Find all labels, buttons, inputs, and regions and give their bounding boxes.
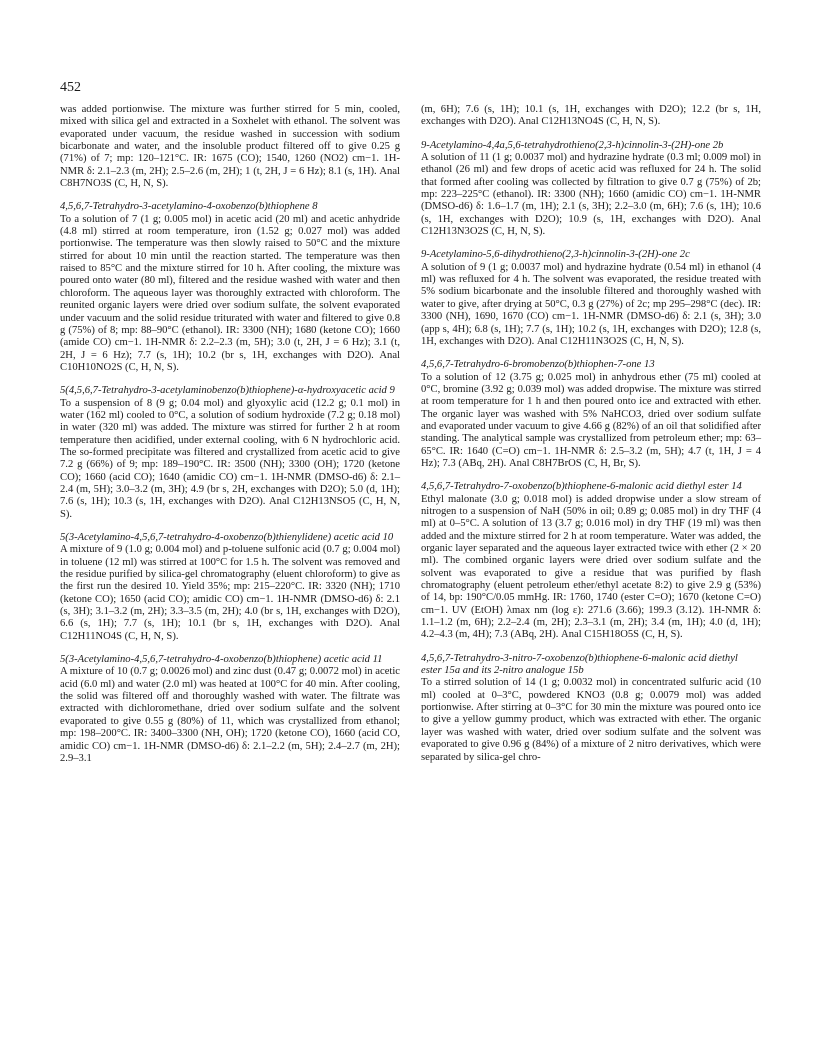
right-paragraph-6: To a solution of 12 (3.75 g; 0.025 mol) in anhydrous ether (75 ml) cooled at 0°C, bromine (3.92 g; 0.039 mol) was added dropwise. The mixture was stirred at room temperature for 1 h and then poured onto ice and extracted with ether. The organic layer was washed with 5% NaHCO3, dried over sodium sulfate and evaporated under vacuum to give 4.66 g (82%) of an oil that solidified after standing. The analytical sample was crystallized from petroleum ether; mp: 63–65°C. IR: 1640 (C=O) cm−1. 1H-NMR δ: 2.5–3.2 (m, 5H); 4.7 (t, 1H, J = 4 Hz); 7.3 (ABq, 2H). Anal C8H7BrOS (C, H, Br, S). — [421, 371, 761, 469]
right-paragraph-10: To a stirred solution of 14 (1 g; 0.0032 mol) in concentrated sulfuric acid (10 ml) cooled at 0–3°C, powdered KNO3 (0.8 g; 0.0079 mol) was added portionwise. After stirring at 0–3°C for 30 min the mixture was poured onto ice to give a yellow gummy product, which was extracted with ether. The organic layer was washed with water, dried over sodium sulfate and the solvent was evaporated to give 0.96 g (84%) of a mixture of 2 nitro derivatives, which were separated by silica-gel chro- — [421, 677, 761, 763]
left-paragraph-8: A mixture of 10 (0.7 g; 0.0026 mol) and zinc dust (0.47 g; 0.0072 mol) in acetic acid (6.0 ml) and water (2.0 ml) was heated at 100°C for 40 min. After cooling, the solid was filtered off and thoroughly washed with water. The filtrate was extracted with dichloromethane, dried over sodium sulfate and the solvent evaporated to give 0.55 g (80%) of 11, which was crystallized from ethanol; mp: 198–200°C. IR: 3400–3300 (NH, OH); 1720 (ketone CO), 1660 (acid CO, amidic CO) cm−1. 1H-NMR (DMSO-d6) δ: 2.1–2.2 (m, 5H); 2.4–2.7 (m, 2H); 2.9–3.1 — [60, 666, 400, 764]
right-heading-9: 4,5,6,7-Tetrahydro-3-nitro-7-oxobenzo(b)thiophene-6-malonic acid diethyl ester 15a and its 2-nitro analogue 15b — [421, 652, 738, 677]
left-heading-5: 5(3-Acetylamino-4,5,6,7-tetrahydro-4-oxobenzo(b)thienylidene) acetic acid 10 — [60, 532, 394, 543]
right-paragraph-0: (m, 6H); 7.6 (s, 1H); 10.1 (s, 1H, exchanges with D2O); 12.2 (br s, 1H, exchanges with D2O). Anal C12H13NO4S (C, H, N, S). — [421, 104, 761, 128]
left-paragraph-2: To a solution of 7 (1 g; 0.005 mol) in acetic acid (20 ml) and acetic anhydride (4.8 ml) stirred at room temperature, iron (1.52 g; 0.027 mol) was added portionwise. The temperature was then slowly raised to 50°C and the mixture stirred for about 10 min until the reaction started. The temperature was then raised to 85°C and the mixture stirred for 10 h. After cooling, the mixture was poured onto water (80 ml), filtered and the residue washed with water and then chloroform. The aqueous layer was thoroughly extracted with chloroform. The reunited organic layers were dried over sodium sulfate, the solvent evaporated under vacuum and the solid residue triturated with water and filtered to give 0.8 g (75%) of 8; mp: 88–90°C (ethanol). IR: 3300 (NH); 1680 (ketone CO); 1660 (amide CO) cm−1. 1H-NMR δ: 2.2–2.3 (m, 5H); 3.0 (t, 2H, J = 6 Hz); 3.1 (t, 2H, J = 6 Hz); 7.7 (s, 1H); 10.2 (br s, 1H, exchanges with D2O). Anal C10H10NO2S (C, H, N, S). — [60, 213, 400, 373]
right-heading-3: 9-Acetylamino-5,6-dihydrothieno(2,3-h)cinnolin-3-(2H)-one 2c — [421, 249, 690, 261]
left-column — [60, 104, 400, 765]
right-paragraph-8: Ethyl malonate (3.0 g; 0.018 mol) is added dropwise under a slow stream of nitrogen to a suspension of NaH (50% in oil; 0.89 g; 0.085 mol) in dry THF (4 ml) at 0–5°C. A solution of 13 (3.7 g; 0.016 mol) in dry THF (19 ml) was then added and the mixture stirred for 2 h at room temperature. Water was added, the organic layer separated and the aqueous layer extracted twice with ether (2 × 20 ml). The combined organic layers were dried over sodium sulfate and the solvent was evaporated to give a residue that was purified by flash chromatography (eluent petroleum ether/ethyl acetate 8:2) to give 2.9 g (53%) of 14, bp: 190°C/0.05 mmHg. IR: 1760, 1740 (ester C=O); 1670 (ketone C=O) cm−1. UV (EtOH) λmax nm (log ε): 271.6 (3.66); 199.3 (3.12). 1H-NMR δ: 1.1–1.2 (m, 6H); 2.2–2.4 (m, 2H); 2.3–3.1 (m, 2H); 3.4 (m, 1H); 4.0 (d, 1H); 4.2–4.3 (m, 4H); 7.3 (ABq, 2H). Anal C15H18O5S (C, H, S). — [421, 493, 761, 641]
left-paragraph-6: A mixture of 9 (1.0 g; 0.004 mol) and p-toluene sulfonic acid (0.7 g; 0.004 mol) in toluene (12 ml) was stirred at 100°C for 1.5 h. The solvent was removed and the residue purified by silica-gel chromatography (eluent chloroform) to give as the first run the desired 10. Yield 35%; mp: 215–220°C. IR: 3320 (NH); 1710 (ketone CO); 1650 (acid CO); amidic CO) cm−1. 1H-NMR (DMSO-d6) δ: 2.1 (s, 3H); 3.1–3.2 (m, 2H); 3.3–3.5 (m, 2H); 4.0 (br s, 1H, exchanges with D2O), 6.6 (s, 1H); 7.7 (s, 1H); 10.1 (br s, 1H, exchanges with D2O). Anal C12H11NO4S (C, H, N, S). — [60, 544, 400, 642]
right-heading-5: 4,5,6,7-Tetrahydro-6-bromobenzo(b)thiophen-7-one 13 — [421, 359, 655, 371]
right-paragraph-2: A solution of 11 (1 g; 0.0037 mol) and hydrazine hydrate (0.3 ml; 0.009 mol) in ethanol (26 ml) and few drops of acetic acid was refluxed for 24 h. The solid that formed after cooling was collected by filtration to give 0.7 g (75%) of 2b; mp: 223–225°C (ethanol). IR: 3300 (NH); 1660 (amidic CO) cm−1. 1H-NMR (DMSO-d6) δ: 1.6–1.7 (m, 1H); 2.1 (s, 3H); 2.2–3.0 (m, 6H); 7.6 (s, 1H); 10.6 (s, 1H, exchanges with D2O); 10.9 (s, 1H, exchanges with D2O). Anal C12H13N3O2S (C, H, N, S). — [421, 152, 761, 238]
right-paragraph-4: A solution of 9 (1 g; 0.0037 mol) and hydrazine hydrate (0.54 ml) in ethanol (4 ml) was refluxed for 4 h. The solvent was evaporated, the residue treated with 5% sodium bicarbonate and the insoluble filtered and thoroughly washed with water to give, after drying at 50°C, 0.3 g (27%) of 2c; mp 295–298°C (dec). IR: 3300 (NH), 1690, 1670 (CO) cm−1. 1H-NMR (DMSO-d6) δ: 2.1 (s, 3H); 3.0 (app s, 4H); 6.8 (s, 1H); 7.7 (s, 1H); 10.2 (s, 1H, exchanges with D2O); 12.8 (s, 1H, exchanges with D2O). Anal C12H11N3O2S (C, H, N, S). — [421, 261, 761, 347]
left-heading-1: 4,5,6,7-Tetrahydro-3-acetylamino-4-oxobenzo(b)thiophene 8 — [60, 201, 318, 213]
left-paragraph-0: was added portionwise. The mixture was further stirred for 5 min, cooled, mixed with silica gel and extracted in a Soxhelet with ethanol. The solvent was evaporated under vacuum, the residue washed in succession with sodium bicarbonate and water, and the insoluble product filtered off to give 0.25 g (71%) of 7; mp: 120–121°C. IR: 1675 (CO); 1540, 1260 (NO2) cm−1. 1H-NMR δ: 2.1–2.3 (m, 2H); 2.5–2.6 (m, 2H); 1 (t, 2H, J = 6 Hz); 8.1 (s, 1H). Anal C8H7NO3S (C, H, N, S). — [60, 104, 400, 190]
left-heading-7: 5(3-Acetylamino-4,5,6,7-tetrahydro-4-oxobenzo(b)thiophene) acetic acid 11 — [60, 654, 383, 666]
right-heading-7: 4,5,6,7-Tetrahydro-7-oxobenzo(b)thiophene-6-malonic acid diethyl ester 14 — [421, 481, 742, 493]
left-paragraph-4: To a suspension of 8 (9 g; 0.04 mol) and glyoxylic acid (12.2 g; 0.1 mol) in water (162 ml) cooled to 0°C, a solution of sodium hydroxide (7.2 g; 0.18 mol) in water (320 ml) was added. The mixture was stirred for further 2 h at room temperature then acidified, under external cooling, with 6 N hydrochloric acid. The so-formed precipitate was filtered and crystallized from acetic acid to give 7.2 g (66%) of 9; mp: 189–190°C. IR: 3500 (NH); 3300 (OH); 1720 (ketone CO); 1660 (acid CO); 1640 (amidic CO) cm−1. 1H-NMR (DMSO-d6) δ: 2.1–2.4 (m, 5H); 3.0–3.2 (m, 3H); 4.9 (br s, 2H, exchanges with D2O); 5.0 (d, 1H); 7.6 (s, 1H); 10.3 (s, 1H, exchanges with D2O). Anal C12H13NSO5 (C, H, N, S). — [60, 397, 400, 520]
left-heading-3: 5(4,5,6,7-Tetrahydro-3-acetylaminobenzo(b)thiophene)-α-hydroxyacetic acid 9 — [60, 385, 395, 397]
right-column — [421, 104, 761, 764]
right-heading-1: 9-Acetylamino-4,4a,5,6-tetrahydrothieno(2,3-h)cinnolin-3-(2H)-one 2b — [421, 139, 724, 151]
page-number: 452 — [60, 80, 81, 95]
